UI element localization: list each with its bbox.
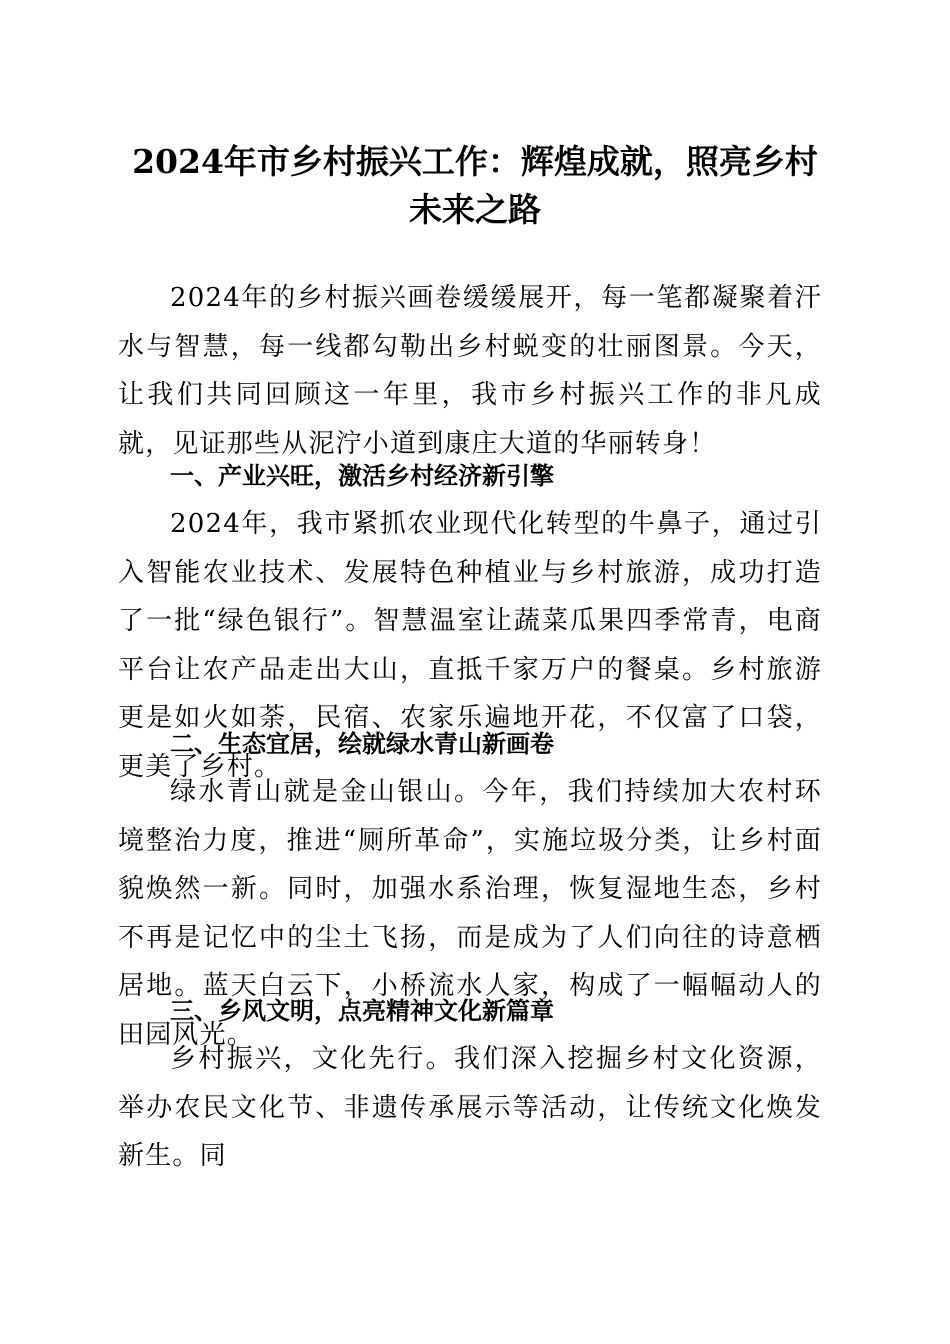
document-title: 2024年市乡村振兴工作：辉煌成就，照亮乡村未来之路 [132,142,818,229]
intro-paragraph: 2024年的乡村振兴画卷缓缓展开，每一笔都凝聚着汗水与智慧，每一线都勾勒出乡村蜕变的壮丽图景。今天，让我们共同回顾这一年里，我市乡村振兴工作的非凡成就，见证那些从泥泞小道到康庄大道的华丽转身！ [118,283,822,459]
section-heading-industry: 一、产业兴旺，激活乡村经济新引擎 [170,462,554,490]
culture-paragraph: 乡村振兴，文化先行。我们深入挖掘乡村文化资源，举办农民文化节、非遗传承展示等活动，让传统文化焕发新生。同 [118,1044,822,1172]
industry-paragraph: 2024年，我市紧抓农业现代化转型的牛鼻子，通过引入智能农业技术、发展特色种植业与乡村旅游，成功打造了一批“绿色银行”。智慧温室让蔬菜瓜果四季常青，电商平台让农产品走出大山，直抵千家万户的餐桌。乡村旅游更是如火如荼，民宿、农家乐遍地开花，不仅富了口袋，更美了乡村。 [118,509,822,782]
section-heading-ecology: 二、生态宜居，绘就绿水青山新画卷 [170,730,554,758]
section-heading-culture: 三、乡风文明，点亮精神文化新篇章 [170,997,554,1025]
ecology-paragraph: 绿水青山就是金山银山。今年，我们持续加大农村环境整治力度，推进“厕所革命”，实施垃圾分类，让乡村面貌焕然一新。同时，加强水系治理，恢复湿地生态，乡村不再是记忆中的尘土飞扬，而是成为了人们向往的诗意栖居地。蓝天白云下，小桥流水人家，构成了一幅幅动人的田园风光。 [118,777,822,1050]
